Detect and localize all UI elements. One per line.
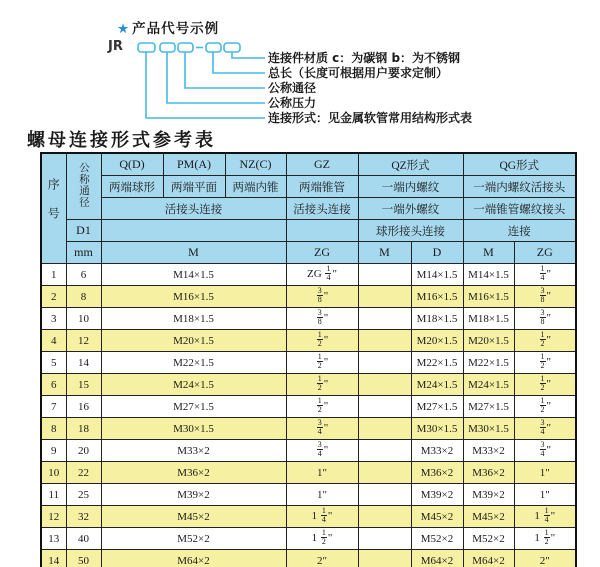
qg-m-cell: M22×1.5 xyxy=(463,352,514,374)
serial-cell: 8 xyxy=(41,418,66,440)
header-form-nzc: NZ(C) xyxy=(225,153,286,176)
qg-zg-cell: $\frac{1}{4}$ " xyxy=(514,264,576,286)
header-ball-joint: 球形接头连接 xyxy=(358,220,463,242)
fraction: $\frac{3}{8}$ xyxy=(540,286,545,304)
fraction: $\frac{3}{4}$ xyxy=(317,418,322,436)
nut-connection-table xyxy=(40,152,577,567)
qg-m-cell: M39×2 xyxy=(463,484,514,506)
table-row xyxy=(41,462,576,484)
qg-zg-cell: $\frac{1}{2}$ " xyxy=(514,330,576,352)
qz-d-cell: M16×1.5 xyxy=(411,286,463,308)
label-total-length: 总长（长度可根据用户要求定制） xyxy=(268,66,449,80)
table-row xyxy=(41,528,576,550)
serial-cell: 9 xyxy=(41,440,66,462)
qz-m-cell xyxy=(358,484,411,506)
header-thread-zg: ZG xyxy=(286,242,358,264)
m-thread-cell: M20×1.5 xyxy=(101,330,286,352)
zg-cell: ZG $\frac{1}{4}$ " xyxy=(286,264,358,286)
m-thread-cell: M39×2 xyxy=(101,484,286,506)
qz-m-cell xyxy=(358,528,411,550)
qz-d-cell: M14×1.5 xyxy=(411,264,463,286)
qg-m-cell: M30×1.5 xyxy=(463,418,514,440)
code-box-2 xyxy=(160,43,175,52)
diagram-title-text: 产品代号示例 xyxy=(132,21,220,37)
dn-cell: 22 xyxy=(66,462,101,484)
dn-cell: 16 xyxy=(66,396,101,418)
serial-cell: 12 xyxy=(41,506,66,528)
qg-m-cell: M18×1.5 xyxy=(463,308,514,330)
header-desc-qg: 一端内螺纹活接头 xyxy=(463,176,576,198)
zg-cell: $\frac{1}{2}$ " xyxy=(286,330,358,352)
serial-cell: 10 xyxy=(41,462,66,484)
m-thread-cell: M14×1.5 xyxy=(101,264,286,286)
code-box-1 xyxy=(138,43,155,52)
table-row xyxy=(41,352,576,374)
header-connect: 连接 xyxy=(463,220,576,242)
qz-d-cell: M36×2 xyxy=(411,462,463,484)
dn-cell: 15 xyxy=(66,374,101,396)
label-nominal-pressure: 公称压力 xyxy=(268,96,317,110)
zg-cell: $\frac{1}{2}$ " xyxy=(286,374,358,396)
qg-m-cell: M36×2 xyxy=(463,462,514,484)
table-wrapper xyxy=(40,152,577,567)
qz-m-cell xyxy=(358,330,411,352)
table-body xyxy=(41,264,576,567)
fraction: $\frac{3}{8}$ xyxy=(317,308,322,326)
table-row xyxy=(41,330,576,352)
code-box-3 xyxy=(178,43,193,52)
connector-line-material xyxy=(232,52,265,58)
qz-d-cell: M22×1.5 xyxy=(411,352,463,374)
serial-cell: 2 xyxy=(41,286,66,308)
zg-cell: $\frac{1}{2}$ " xyxy=(286,352,358,374)
qz-m-cell xyxy=(358,286,411,308)
qz-m-cell xyxy=(358,396,411,418)
header-qg-zg: ZG xyxy=(514,242,576,264)
zg-cell: 1 $\frac{1}{2}$ " xyxy=(286,528,358,550)
label-connection-form: 连接形式：见金属软管常用结构形式表 xyxy=(268,111,473,125)
label-material: 连接件材质 c：为碳钢 b：为不锈钢 xyxy=(268,51,461,65)
qg-zg-cell: 1 $\frac{1}{4}$ " xyxy=(514,506,576,528)
zg-cell: $\frac{1}{2}$ " xyxy=(286,396,358,418)
product-code-diagram xyxy=(0,0,600,128)
fraction: $\frac{1}{2}$ xyxy=(540,374,545,392)
m-thread-cell: M45×2 xyxy=(101,506,286,528)
serial-cell: 3 xyxy=(41,308,66,330)
qg-m-cell: M24×1.5 xyxy=(463,374,514,396)
fraction: $\frac{1}{2}$ xyxy=(317,352,322,370)
code-prefix: JR xyxy=(108,39,123,54)
qg-zg-cell: 2" xyxy=(514,550,576,567)
table-row xyxy=(41,396,576,418)
header-blank-gz xyxy=(286,220,358,242)
qg-zg-cell: $\frac{1}{2}$ " xyxy=(514,374,576,396)
qg-zg-cell: $\frac{3}{4}$ " xyxy=(514,440,576,462)
zg-cell: $\frac{3}{4}$ " xyxy=(286,418,358,440)
fraction: $\frac{1}{4}$ xyxy=(326,264,331,282)
fraction: $\frac{1}{2}$ xyxy=(544,528,549,546)
qz-m-cell xyxy=(358,506,411,528)
connector-line-length xyxy=(213,52,265,73)
m-thread-cell: M24×1.5 xyxy=(101,374,286,396)
header-conn-qg: 一端锥管螺纹接头 xyxy=(463,198,576,220)
qg-zg-cell: $\frac{3}{4}$ " xyxy=(514,418,576,440)
qz-d-cell: M39×2 xyxy=(411,484,463,506)
header-blank-left xyxy=(101,220,286,242)
dn-cell: 40 xyxy=(66,528,101,550)
qg-zg-cell: $\frac{3}{8}$ " xyxy=(514,286,576,308)
header-qg-m: M xyxy=(463,242,514,264)
serial-cell: 11 xyxy=(41,484,66,506)
qz-d-cell: M27×1.5 xyxy=(411,396,463,418)
qg-zg-cell: $\frac{1}{2}$ " xyxy=(514,352,576,374)
fraction: $\frac{1}{2}$ xyxy=(317,374,322,392)
qg-zg-cell: 1 $\frac{1}{2}$ " xyxy=(514,528,576,550)
qz-m-cell xyxy=(358,264,411,286)
header-desc-qd: 两端球形 xyxy=(101,176,163,198)
header-desc-pma: 两端平面 xyxy=(163,176,225,198)
header-conn-union-gz: 活接头连接 xyxy=(286,198,358,220)
m-thread-cell: M16×1.5 xyxy=(101,286,286,308)
serial-cell: 6 xyxy=(41,374,66,396)
qz-m-cell xyxy=(358,374,411,396)
fraction: $\frac{1}{2}$ xyxy=(540,396,545,414)
qg-m-cell: M27×1.5 xyxy=(463,396,514,418)
qz-m-cell xyxy=(358,308,411,330)
serial-cell: 14 xyxy=(41,550,66,567)
qz-d-cell: M30×1.5 xyxy=(411,418,463,440)
code-box-4 xyxy=(206,43,221,52)
table-row xyxy=(41,308,576,330)
table-row xyxy=(41,506,576,528)
fraction: $\frac{1}{2}$ xyxy=(317,330,322,348)
table-row xyxy=(41,440,576,462)
table-row xyxy=(41,286,576,308)
fraction: $\frac{3}{4}$ xyxy=(317,440,322,458)
qz-m-cell xyxy=(358,462,411,484)
header-mm: mm xyxy=(66,242,101,264)
header-form-gz: GZ xyxy=(286,153,358,176)
qz-m-cell xyxy=(358,550,411,567)
diagram-title xyxy=(117,17,219,37)
header-qz-d: D xyxy=(411,242,463,264)
zg-cell: $\frac{3}{8}$ " xyxy=(286,286,358,308)
m-thread-cell: M30×1.5 xyxy=(101,418,286,440)
serial-cell: 1 xyxy=(41,264,66,286)
fraction: $\frac{3}{4}$ xyxy=(540,418,545,436)
qg-zg-cell: 1" xyxy=(514,484,576,506)
dn-cell: 10 xyxy=(66,308,101,330)
m-thread-cell: M52×2 xyxy=(101,528,286,550)
table-row xyxy=(41,374,576,396)
qg-m-cell: M33×2 xyxy=(463,440,514,462)
header-serial: 序号 xyxy=(41,153,66,264)
fraction: $\frac{1}{4}$ xyxy=(544,506,549,524)
connector-line-pressure xyxy=(167,52,265,103)
dn-cell: 12 xyxy=(66,330,101,352)
dn-cell: 20 xyxy=(66,440,101,462)
zg-cell: 2" xyxy=(286,550,358,567)
qg-m-cell: M14×1.5 xyxy=(463,264,514,286)
fraction: $\frac{3}{4}$ xyxy=(540,440,545,458)
fraction: $\frac{1}{2}$ xyxy=(317,396,322,414)
dn-cell: 8 xyxy=(66,286,101,308)
m-thread-cell: M22×1.5 xyxy=(101,352,286,374)
zg-cell: 1 $\frac{1}{4}$ " xyxy=(286,506,358,528)
header-d1: D1 xyxy=(66,220,101,242)
zg-cell: 1" xyxy=(286,484,358,506)
qz-m-cell xyxy=(358,418,411,440)
fraction: $\frac{1}{2}$ xyxy=(540,352,545,370)
zg-cell: $\frac{3}{8}$ " xyxy=(286,308,358,330)
header-form-qz: QZ形式 xyxy=(358,153,463,176)
serial-cell: 7 xyxy=(41,396,66,418)
header-form-qg: QG形式 xyxy=(463,153,576,176)
table-row xyxy=(41,418,576,440)
fraction: $\frac{3}{8}$ xyxy=(540,308,545,326)
table-row xyxy=(41,484,576,506)
qz-d-cell: M52×2 xyxy=(411,528,463,550)
fraction: $\frac{1}{4}$ xyxy=(540,264,545,282)
table-header xyxy=(41,153,576,264)
qg-zg-cell: 1" xyxy=(514,462,576,484)
dn-cell: 32 xyxy=(66,506,101,528)
m-thread-cell: M64×2 xyxy=(101,550,286,567)
qz-d-cell: M64×2 xyxy=(411,550,463,567)
qg-m-cell: M45×2 xyxy=(463,506,514,528)
m-thread-cell: M18×1.5 xyxy=(101,308,286,330)
header-dn: 公称通径 xyxy=(66,153,101,220)
header-conn-qz: 一端外螺纹 xyxy=(358,198,463,220)
header-desc-nzc: 两端内锥 xyxy=(225,176,286,198)
table-row xyxy=(41,550,576,567)
zg-cell: 1" xyxy=(286,462,358,484)
fraction: $\frac{1}{2}$ xyxy=(540,330,545,348)
header-qz-m: M xyxy=(358,242,411,264)
qg-m-cell: M20×1.5 xyxy=(463,330,514,352)
qz-m-cell xyxy=(358,440,411,462)
dn-cell: 6 xyxy=(66,264,101,286)
qg-m-cell: M16×1.5 xyxy=(463,286,514,308)
code-box-5 xyxy=(224,43,240,52)
m-thread-cell: M36×2 xyxy=(101,462,286,484)
header-thread-m: M xyxy=(101,242,286,264)
header-form-qd: Q(D) xyxy=(101,153,163,176)
table-title: 螺母连接形式参考表 xyxy=(27,130,216,151)
qz-d-cell: M33×2 xyxy=(411,440,463,462)
fraction: $\frac{1}{4}$ xyxy=(321,506,326,524)
dn-cell: 14 xyxy=(66,352,101,374)
fraction: $\frac{3}{8}$ xyxy=(317,286,322,304)
header-desc-gz: 两端锥管 xyxy=(286,176,358,198)
star-icon: ★ xyxy=(117,21,131,37)
connector-line-connection xyxy=(146,52,265,118)
qz-m-cell xyxy=(358,352,411,374)
serial-cell: 5 xyxy=(41,352,66,374)
header-desc-qz: 一端内螺纹 xyxy=(358,176,463,198)
m-thread-cell: M27×1.5 xyxy=(101,396,286,418)
dn-cell: 18 xyxy=(66,418,101,440)
zg-cell: $\frac{3}{4}$ " xyxy=(286,440,358,462)
m-thread-cell: M33×2 xyxy=(101,440,286,462)
qz-d-cell: M20×1.5 xyxy=(411,330,463,352)
header-conn-union: 活接头连接 xyxy=(101,198,286,220)
table-row xyxy=(41,264,576,286)
dn-cell: 50 xyxy=(66,550,101,567)
qg-m-cell: M64×2 xyxy=(463,550,514,567)
serial-cell: 13 xyxy=(41,528,66,550)
qg-zg-cell: $\frac{3}{8}$ " xyxy=(514,308,576,330)
serial-cell: 4 xyxy=(41,330,66,352)
fraction: $\frac{1}{2}$ xyxy=(321,528,326,546)
qz-d-cell: M24×1.5 xyxy=(411,374,463,396)
qz-d-cell: M18×1.5 xyxy=(411,308,463,330)
dn-cell: 25 xyxy=(66,484,101,506)
qz-d-cell: M45×2 xyxy=(411,506,463,528)
label-nominal-diameter: 公称通径 xyxy=(268,81,317,95)
qg-m-cell: M52×2 xyxy=(463,528,514,550)
header-form-pma: PM(A) xyxy=(163,153,225,176)
qg-zg-cell: $\frac{1}{2}$ " xyxy=(514,396,576,418)
